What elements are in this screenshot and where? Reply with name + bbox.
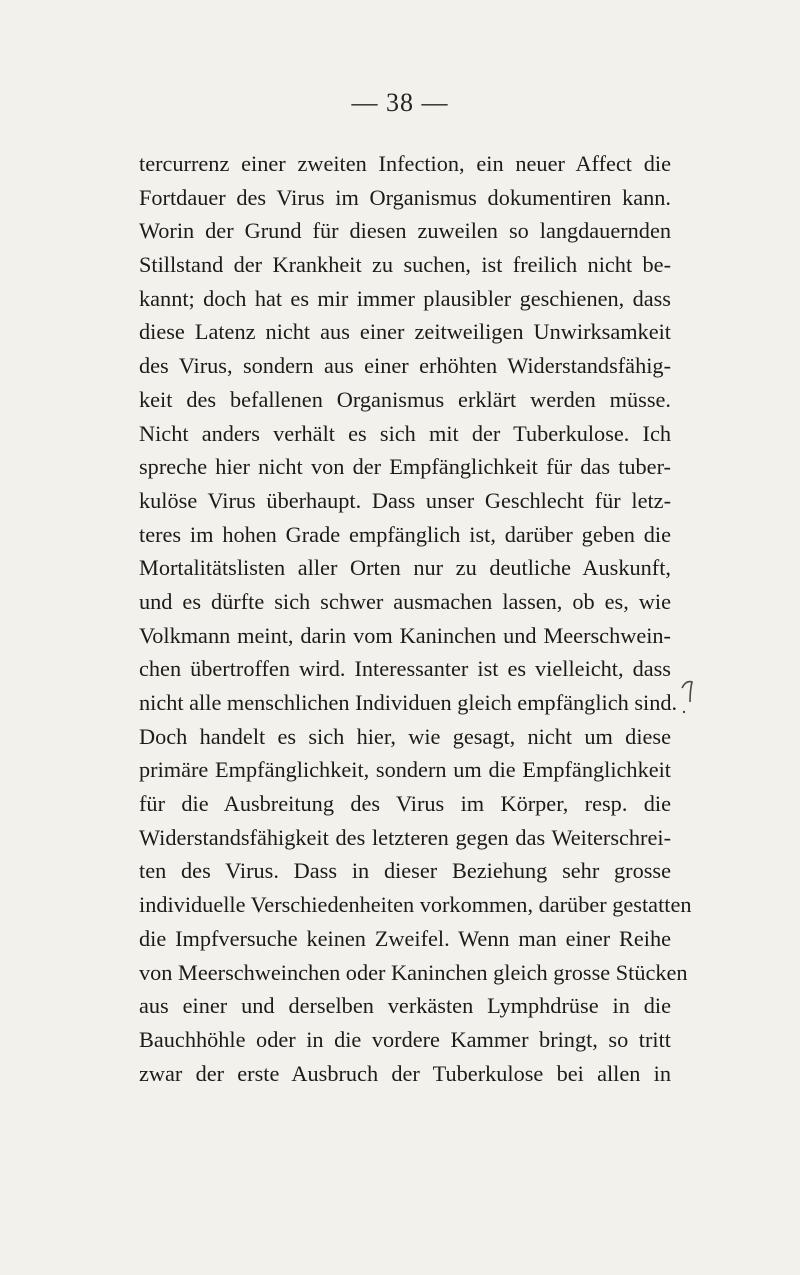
text-line: die Impfversuche keinen Zweifel. Wenn man einer Reihe bbox=[139, 925, 671, 951]
text-line: individuelle Verschiedenheiten vorkommen, darüber gestatten bbox=[139, 892, 692, 918]
text-line: Stillstand der Krankheit zu suchen, ist freilich nicht be- bbox=[139, 252, 671, 278]
margin-bracket-mark bbox=[678, 676, 700, 716]
text-line: Doch handelt es sich hier, wie gesagt, nicht um diese bbox=[139, 723, 671, 749]
text-line: Worin der Grund für diesen zuweilen so langdauernden bbox=[139, 218, 671, 244]
text-line: nicht alle menschlichen Individuen gleich empfänglich sind. bbox=[139, 690, 678, 715]
text-line: Bauchhöhle oder in die vordere Kammer bringt, so tritt bbox=[139, 1026, 671, 1052]
text-line: keit des befallenen Organismus erklärt werden müsse. bbox=[139, 386, 671, 412]
text-line: Widerstandsfähigkeit des letzteren gegen das Weiterschrei- bbox=[139, 824, 671, 850]
text-line: chen übertroffen wird. Interessanter ist es vielleicht, dass bbox=[139, 656, 671, 682]
text-line: Mortalitätslisten aller Orten nur zu deutliche Auskunft, bbox=[139, 555, 671, 581]
page-number: — 38 — bbox=[351, 88, 449, 117]
text-line: von Meerschweinchen oder Kaninchen gleich grosse Stücken bbox=[139, 959, 688, 985]
text-line: kannt; doch hat es mir immer plausibler geschienen, dass bbox=[139, 285, 671, 311]
text-line: primäre Empfänglichkeit, sondern um die Empfänglichkeit bbox=[139, 757, 671, 783]
text-line: zwar der erste Ausbruch der Tuberkulose bei allen in bbox=[139, 1060, 671, 1086]
text-line: spreche hier nicht von der Empfänglichkeit für das tuber- bbox=[139, 454, 671, 480]
text-line: ten des Virus. Dass in dieser Beziehung sehr grosse bbox=[139, 858, 671, 884]
text-line: und es dürfte sich schwer ausmachen lassen, ob es, wie bbox=[139, 588, 671, 614]
text-line: Volkmann meint, darin vom Kaninchen und Meerschwein- bbox=[139, 622, 671, 648]
text-line: diese Latenz nicht aus einer zeitweiligen Unwirksamkeit bbox=[139, 319, 671, 345]
body-text bbox=[139, 147, 692, 1090]
text-line: Fortdauer des Virus im Organismus dokumentiren kann. bbox=[139, 184, 671, 210]
text-line: kulöse Virus überhaupt. Dass unser Geschlecht für letz- bbox=[139, 487, 671, 513]
text-line: für die Ausbreitung des Virus im Körper, resp. die bbox=[139, 791, 671, 817]
text-line: tercurrenz einer zweiten Infection, ein neuer Affect die bbox=[139, 151, 671, 176]
text-line: aus einer und derselben verkästen Lymphdrüse in die bbox=[139, 993, 671, 1019]
text-line: des Virus, sondern aus einer erhöhten Widerstandsfähig- bbox=[139, 353, 671, 379]
text-line: Nicht anders verhält es sich mit der Tuberkulose. Ich bbox=[139, 420, 671, 446]
bracket-mark-icon bbox=[678, 676, 700, 716]
text-line: teres im hohen Grade empfänglich ist, darüber geben die bbox=[139, 521, 671, 547]
